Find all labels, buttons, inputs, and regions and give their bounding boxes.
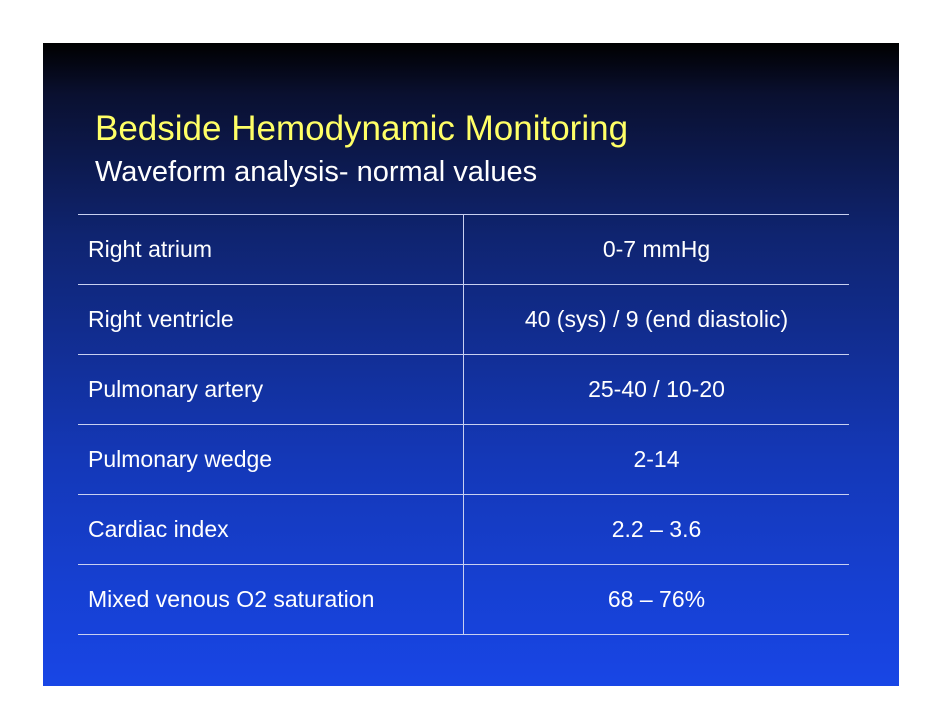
row-label: Mixed venous O2 saturation <box>88 586 375 612</box>
row-label: Right atrium <box>88 236 212 262</box>
table-row <box>78 564 849 635</box>
row-label: Pulmonary wedge <box>88 446 273 472</box>
slide <box>43 43 899 686</box>
row-label: Cardiac index <box>88 516 229 542</box>
row-value: 0-7 mmHg <box>602 236 711 262</box>
table-row <box>78 354 849 424</box>
table-row <box>78 424 849 494</box>
row-value: 2.2 – 3.6 <box>611 516 702 542</box>
values-table <box>78 214 849 635</box>
row-value: 68 – 76% <box>607 586 706 612</box>
row-label: Pulmonary artery <box>88 376 264 402</box>
table-row <box>78 494 849 564</box>
slide-subtitle: Waveform analysis- normal values <box>95 156 538 188</box>
table-row <box>78 284 849 354</box>
row-value: 2-14 <box>633 446 680 472</box>
row-value: 40 (sys) / 9 (end diastolic) <box>524 306 789 332</box>
table-row <box>78 214 849 284</box>
slide-title: Bedside Hemodynamic Monitoring <box>95 109 629 148</box>
row-label: Right ventricle <box>88 306 234 332</box>
row-value: 25-40 / 10-20 <box>588 376 725 402</box>
